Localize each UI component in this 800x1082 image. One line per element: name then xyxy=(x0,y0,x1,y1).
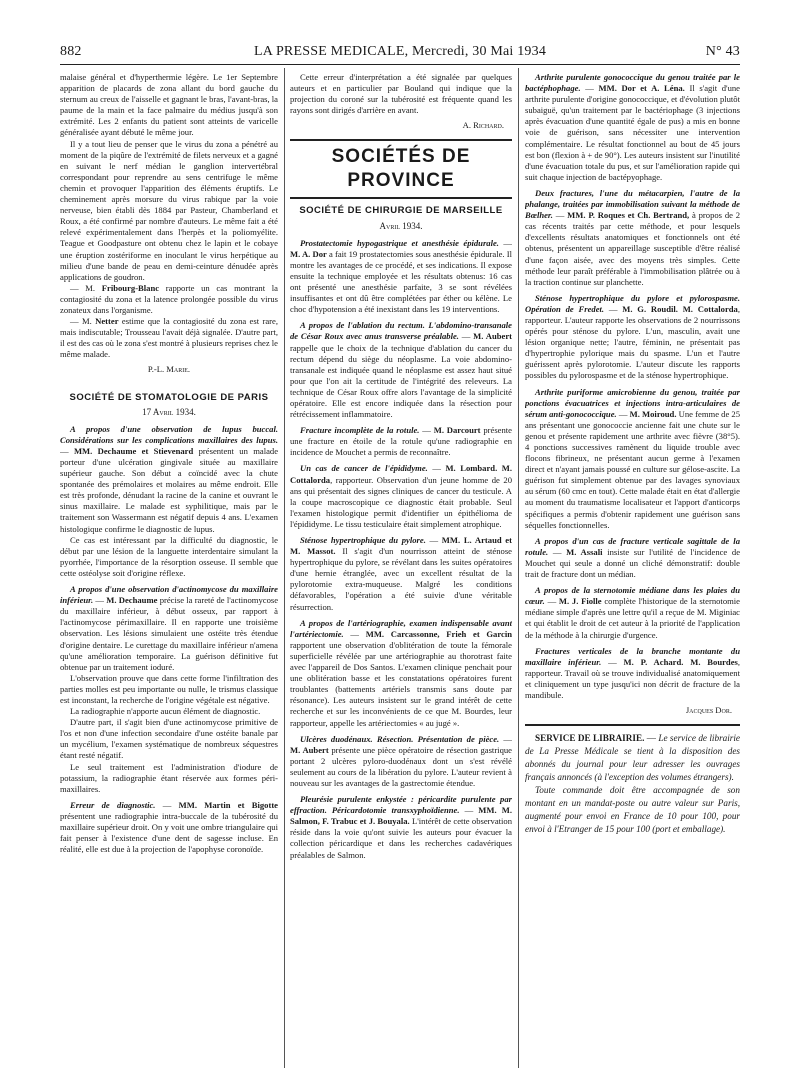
authors: M. A. Dor xyxy=(290,248,327,259)
banner-title: SOCIÉTÉS DE PROVINCE xyxy=(331,146,471,192)
section-title: SOCIÉTÉ DE CHIRURGIE DE MARSEILLE xyxy=(299,205,503,217)
authors: MM. L. Artaud et M. Massot. xyxy=(290,535,512,557)
authors: M. Dechaume xyxy=(106,595,158,606)
article-title: A propos de l'artériographie, examen indispensable avant l'artériectomie. xyxy=(290,617,512,639)
article-title: Arthrite purulente gonococcique du genou traitée par le bactéphophage. xyxy=(525,72,740,94)
authors: M. Aubert xyxy=(473,331,512,342)
article: Prostatectomie hypogastrique et anesthésie épidurale. — M. A. Dor a fait 19 prostatectomies sous anesthésie épidurale. Il montre les avantages de ce procédé, et ses indications. Il expose ensuite la technique employée et les résultats obtenus: 16 cas ont présenté une anesthésie parfaite, 3 se sont révélées insuffisantes et ont dû être complétées par éther ou kélène. Le choc d'hypotension a été inexistant dans les 19 interventions. xyxy=(290,237,512,315)
article: Fractures verticales de la branche montante du maxillaire inférieur. — M. P. Achard. M. Bourdes, rapporteur. Travail où se trouve individualisé anatomiquement et cliniquement un type jusqu'ici non décrit de fracture de la mandibule. xyxy=(525,645,740,700)
authors: M. P. Achard. M. Bourdes xyxy=(623,656,738,667)
paragraph: La radiographie n'apporte aucun élément de diagnostic. xyxy=(70,706,261,717)
article-title: Deux fractures, l'une du métacarpien, l'autre de la phalange, traitées par immobilisation suivant la méthode de Bœlher. xyxy=(525,187,740,221)
article-title: Sténose hypertrophique du pylore. xyxy=(300,535,426,545)
service-label: SERVICE DE LIBRAIRIE. xyxy=(535,733,645,744)
article: A propos de la sternotomie médiane dans les plaies du cœur. — M. J. Fiolle complète l'historique de la sternotomie médiane simple d'après une lettre qu'il a reçue de M. Miginiac et qui établit le droit de cet auteur à la priorité de l'application de la méthode à la chirurgie d'urgence. xyxy=(525,585,740,640)
authors: M. Assali xyxy=(566,546,603,557)
article-title: Prostatectomie hypogastrique et anesthésie épidurale. xyxy=(300,237,499,248)
column-divider xyxy=(518,68,519,1068)
article: Fracture incomplète de la rotule. — M. Darcourt présente une fracture en étoile de la rotule qu'une radiographie en incidence de Mouchet a permis de reconnaître. xyxy=(290,425,512,458)
authors: M. Aubert xyxy=(290,744,329,755)
article: A propos de l'artériographie, examen indispensable avant l'artériectomie. — MM. Carcassonne, Frieh et Garcin rapportent une observation d'oblitération de toute la fémorale superficielle révélée par une artériographie au thorotrast faite avec l'appareil de Dos Santos. L'examen clinique penchait pour une oblitération basse et les constatations opératoires furent troublantes (battements artériels transmis sans doute par résonance). Les auteurs insistent sur le grand intérêt de cette recherche et sur les inconvénients de ce que M. Bourdes, leur rapporteur, appelle les artériectomies « au jugé ». xyxy=(290,617,512,728)
authors: MM. P. Roques et Ch. Bertrand, xyxy=(567,210,690,221)
author: Fribourg-Blanc xyxy=(101,282,160,293)
article-title: A propos de la sternotomie médiane dans les plaies du cœur. xyxy=(525,585,740,607)
paragraph: L'observation prouve que dans cette forme l'infiltration des parties molles est peu importante ou nulle, le trismus classique est inconstant, la recherche de l'origine végétale est négative. xyxy=(60,672,278,705)
authors: M. G. Roudil. M. Cottalorda xyxy=(622,303,738,314)
text: estime que la contagiosité du zona est rare, mais indiscutable; Trousseau l'avait déjà signalée. D'autre part, il est des cas où le zona s'est montré à plusieurs reprises chez le même malade. xyxy=(60,316,278,360)
article-title: Arthrite puriforme amicrobienne du genou, traitée par ponctions évacuatrices et injections intra-articulaires de sérum anti-gonococcique. xyxy=(525,386,740,419)
issue-number: N° 43 xyxy=(705,44,740,59)
authors: M. Darcourt xyxy=(433,425,481,436)
authors: MM. Dechaume et Stievenard xyxy=(73,445,194,456)
signature: Jacques Dor. xyxy=(685,705,732,716)
article: Arthrite puriforme amicrobienne du genou, traitée par ponctions évacuatrices et injections intra-articulaires de sérum anti-gonococcique. — M. Moiroud. Une femme de 25 ans présentant une gonococcie ancienne fait une chute sur le genou et présente rapidement une arthrite avec fièvre (38°5). 4 ponctions successives ramènent du liquide trouble avec flocons fibrineux, ne présentant aucun germe à l'examen direct et n'ayant jamais poussé en culture sur gélose-ascite. La guérison fut simplement obtenue par des lavages synoviaux au sérum (60 cmc en tout). Cette malade était en état d'allergie au moment du traumatisme localisateur et l'apport d'anticorps spécifiques a permis d'obtenir rapidement une guérison sans séquelles fonctionnelles. xyxy=(525,386,740,530)
column-divider xyxy=(284,68,285,1068)
article: A propos de l'ablation du rectum. L'abdomino-transanale de César Roux avec anus transverse préalable. — M. Aubert rappelle que le choix de la technique d'ablation du cancer du rectum dépend du siège du néoplasme. La voie abdomino-transanale est indiquée quand le néoplasme est assez haut situé pour que l'on ait la certitude de l'intégrité des releveurs. La technique de César Roux offre alors l'avantage de la simplicité opératoire. Elle est encore indiquée dans la résection pour rétrécissement inflammatoire. xyxy=(290,320,512,420)
text: rapporte un cas montrant la contagiosité du zona et la latence prolongée possible du virus zonateux dans l'organisme. xyxy=(60,282,278,315)
paragraph: malaise général et d'hyperthermie légère. Le 1er Septembre apparition de placards de zona allant du bord gauche du sternum au creux de l'aisselle et gagnant le bras, l'avant-bras, la paume de la main et la face palmaire du médius jusqu'à son extrémité. Les 2 enfants du patient sont atteints de varicelle généralisée ayant débuté le même jour. xyxy=(60,72,278,138)
journal-title: LA PRESSE MEDICALE, Mercredi, 30 Mai 1934 xyxy=(253,44,547,59)
article-title: A propos d'un cas de fracture verticale sagittale de la rotule. xyxy=(525,535,740,557)
section-title: SOCIÉTÉ DE STOMATOLOGIE DE PARIS xyxy=(69,391,269,403)
section-rule xyxy=(525,724,740,726)
authors: MM. Martin et Bigotte xyxy=(178,799,278,810)
article: Arthrite purulente gonococcique du genou traitée par le bactéphophage. — MM. Dor et A. Léna. Il s'agit d'une arthrite purulente d'origine gonococcique, et d'évolution plutôt subaiguë, qu'un traitement par le bactériophage (3 injections après évacuation d'une quantité égale de pus) a mis en bonne voie de guérison, sans nécessiter une intervention complémentaire. Le résultat fonctionnel au bout de 45 jours est bon (flexion à + de 90°). Les auteurs insistent sur l'inutilité d'une évacuation totale du pus, et sur l'amélioration rapide qui suit chaque injection de bactépyophage. xyxy=(525,72,740,182)
authors: MM. M. Salmon, F. Trabuc et J. Bouyala. xyxy=(290,805,512,827)
article: A propos d'une observation de lupus buccal. Considérations sur les complications maxillaires des lupus. — MM. Dechaume et Stievenard présentent un malade porteur d'une ulcération gingivale située au maxillaire supérieur gauche. Son début a coïncidé avec la chute spontanée des prémolaires et molaires au même endroit. Elle est très profonde, dénudant la racine de la canine et ouvrant le sinus maxillaire. Le malade est syphilitique, mais par le traitement son Wassermann est négatif depuis 4 ans. L'examen histologique confirme le diagnostic de lupus. xyxy=(60,423,278,534)
running-header xyxy=(60,44,740,60)
paragraph: SERVICE DE LIBRAIRIE. — Le service de librairie de La Presse Médicale se tient à la disposition des abonnés du journal pour leur adresser les ouvrages français annoncés (à l'exception des volumes étrangers). xyxy=(525,733,740,783)
author: Netter xyxy=(95,316,119,327)
article: Sténose hypertrophique du pylore et pylorospasme. Opération de Fredet. — M. G. Roudil. M. Cottalorda, rapporteur. L'auteur rapporte les observations de 2 nourrissons opérés pour sténose du pylore. L'un, masculin, avait une lésion organique nette; l'autre, féminin, ne présentait pas d'hypertrophie pylorique mais du spasme. L'un et l'autre guérissent après pylorotomie. L'auteur discute les rapports possibles du pylorospasme et de la sténose hypertrophique. xyxy=(525,292,740,381)
paragraph: Le seul traitement est l'administration d'iodure de potassium, la radiographie étant réservée aux formes péri-maxillaires. xyxy=(60,761,278,794)
paragraph: — M. Fribourg-Blanc rapporte un cas montrant la contagiosité du zona et la latence prolongée possible du virus zonateux dans l'organisme. xyxy=(60,282,278,315)
article-title: Erreur de diagnostic. xyxy=(70,799,156,810)
signature: A. Richard. xyxy=(462,120,504,131)
authors: MM. Dor et A. Léna. xyxy=(598,83,685,94)
column-2 xyxy=(290,72,512,1072)
page-number: 882 xyxy=(60,44,82,59)
section-date: 17 Avril 1934. xyxy=(142,406,196,417)
paragraph: — M. Netter estime que la contagiosité du zona est rare, mais indiscutable; Trousseau l'avait déjà signalée. D'autre part, il est des cas où le zona s'est montré à plusieurs reprises chez le même malade. xyxy=(60,316,278,360)
article-title: Un cas de cancer de l'épididyme. xyxy=(300,463,428,474)
paragraph: Ce cas est intéressant par la difficulté du diagnostic, le début par une lésion de la languette interdentaire simulant la pyorrhée, l'importance de la résorption osseuse. Il semble que cette ostéolyse soit d'origine réflexe. xyxy=(60,534,278,578)
paragraph: D'autre part, il s'agit bien d'une actinomycose primitive de l'os et non d'une infection secondaire d'une ostéite banale par un mycélium, l'examen systématique de nombreux séquestres étant resté négatif. xyxy=(60,717,278,761)
article: Un cas de cancer de l'épididyme. — M. Lombard. M. Cottalorda, rapporteur. Observation d'un jeune homme de 20 ans qui présentait des signes cliniques de cancer du testicule. A la coupe macroscopique ce diagnostic était probable. Seul l'examen histologique permit d'identifier un épithélioma de l'épididyme. Le tissu testiculaire était simplement atrophique. xyxy=(290,463,512,529)
service-notice xyxy=(525,732,740,836)
paragraph: Toute commande doit être accompagnée de son montant en un mandat-poste ou autre valeur sur Paris, augmenté pour envoi en France de 10 pour 100, pour envoi à l'Etranger de 15 pour 100 (port et emballage). xyxy=(525,785,740,835)
article-title: Sténose hypertrophique du pylore et pylorospasme. Opération de Fredet. xyxy=(525,292,740,314)
article: Ulcères duodénaux. Résection. Présentation de pièce. — M. Aubert présente une pièce opératoire de résection gastrique portant 2 ulcères pyloro-duodénaux dont un s'est révélé seulement au cours de la libération du pylore. L'auteur revient à nouveau sur les avantages de la gastrectomie étendue. xyxy=(290,733,512,788)
authors: M. Lombard. M. Cottalorda xyxy=(290,463,512,485)
article: Erreur de diagnostic. — MM. Martin et Bigotte présentent une radiographie intra-buccale de la tubérosité du maxillaire supérieur droit. On y voit une ombre triangulaire qui fait penser à l'existence d'une dent de sagesse incluse. En réalité, elle est due à la projection de l'apophyse coronoïde. xyxy=(60,799,278,855)
section-date: Avril 1934. xyxy=(379,220,423,231)
signature: P.-L. Marie. xyxy=(147,364,191,375)
article: Deux fractures, l'une du métacarpien, l'autre de la phalange, traitées par immobilisation suivant la méthode de Bœlher. — MM. P. Roques et Ch. Bertrand, à propos de 2 cas récents traités par cette méthode, et pour lesquels d'excellents résultats anatomiques et fonctionnels ont été obtenus, présentent un appareillage susceptible d'être réalisé d'une façon aisée, avec des moyens très simples. Cette méthode leur paraît préférable à l'immobilisation plâtrée ou à la traction continue sur planchette. xyxy=(525,187,740,287)
article-title: Ulcères duodénaux. Résection. Présentation de pièce. xyxy=(300,733,500,744)
column-3 xyxy=(525,72,740,1072)
paragraph: Cette erreur d'interprétation a été signalée par quelques auteurs et en particulier par Bouland qui indique que la projection du coroné sur la tubérosité est fréquente quand les rayons sont dirigés d'arrière en avant. xyxy=(290,72,512,116)
article-title: A propos d'une observation de lupus buccal. Considérations sur les complications maxillaires des lupus. xyxy=(60,423,278,445)
article-title: A propos d'une observation d'actinomycose du maxillaire inférieur. xyxy=(60,584,278,606)
authors: MM. Carcassonne, Frieh et Garcin xyxy=(365,628,512,639)
article-title: Fracture incomplète de la rotule. xyxy=(300,425,420,436)
article-title: A propos de l'ablation du rectum. L'abdomino-transanale de César Roux avec anus transverse préalable. xyxy=(290,320,512,342)
authors: M. Moiroud. xyxy=(629,408,677,419)
article: Sténose hypertrophique du pylore. — MM. L. Artaud et M. Massot. Il s'agit d'un nourrisson atteint de sténose hypertrophique du pylore, se révélant dans les suites opératoires d'une hernie étranglée, avec un excellent résultat de la pylorotomie extra-muqueuse. Malgré les conditions défavorables, l'opération a été suivie d'une véritable résurrection. xyxy=(290,535,512,612)
article: A propos d'un cas de fracture verticale sagittale de la rotule. — M. Assali insiste sur l'utilité de l'incidence de Mouchet qui seule a donné un cliché démonstratif: double trait de fracture dont un médian. xyxy=(525,535,740,580)
section-banner xyxy=(290,139,512,199)
article-title: Pleurésie purulente enkystée : péricardite purulente par effraction. Péricardotomie transxyphoïdienne. xyxy=(290,794,512,816)
header-rule xyxy=(60,64,740,65)
column-1 xyxy=(60,72,278,1072)
article-title: Fractures verticales de la branche montante du maxillaire inférieur. xyxy=(525,645,740,667)
authors: M. J. Fiolle xyxy=(558,596,602,607)
paragraph: Il y a tout lieu de penser que le virus du zona a pénétré au moment de la piqûre de l'extrémité de filets nerveux et a gagné en suivant le nerf médian le ganglion intervertébral correspondant pour reprendre au sens centrifuge le même chemin et provoquer l'apparition des éléments éruptifs. Le cheminement après morsure du virus rabique par la voie nerveuse, bien établi dès 1884 par Pasteur, Chamberland et Roux, a été confirmé par nombre d'auteurs. Le même fait a été relevé expérimentalement dans l'herpès et la poliomyélite. Teague et Goodpasture ont obtenu chez le lapin et le cobaye une éruption zostériforme en inoculant le virus herpétique au milieu d'une bande de peau en demi-ceinture dénudée après applications de goudron. xyxy=(60,138,278,282)
article: A propos d'une observation d'actinomycose du maxillaire inférieur. — M. Dechaume précise la rareté de l'actinomycose du maxillaire inférieur, à début osseux, par rapport à l'actinomycose périmaxillaire. Il en rapporte une troisième observation. Les lésions simulaient une ostéite très étendue d'origine dentaire. Le curettage du maxillaire inférieur n'amena qu'une amélioration temporaire. La guérison définitive fut obtenue par un traitement ioduré. xyxy=(60,584,278,672)
article: Pleurésie purulente enkystée : péricardite purulente par effraction. Péricardotomie transxyphoïdienne. — MM. M. Salmon, F. Trabuc et J. Bouyala. L'intérêt de cette observation réside dans la voie qu'ont suivie les auteurs pour évacuer la collection péricardique et dans les recherches cadavériques préalables de Salmon. xyxy=(290,794,512,860)
